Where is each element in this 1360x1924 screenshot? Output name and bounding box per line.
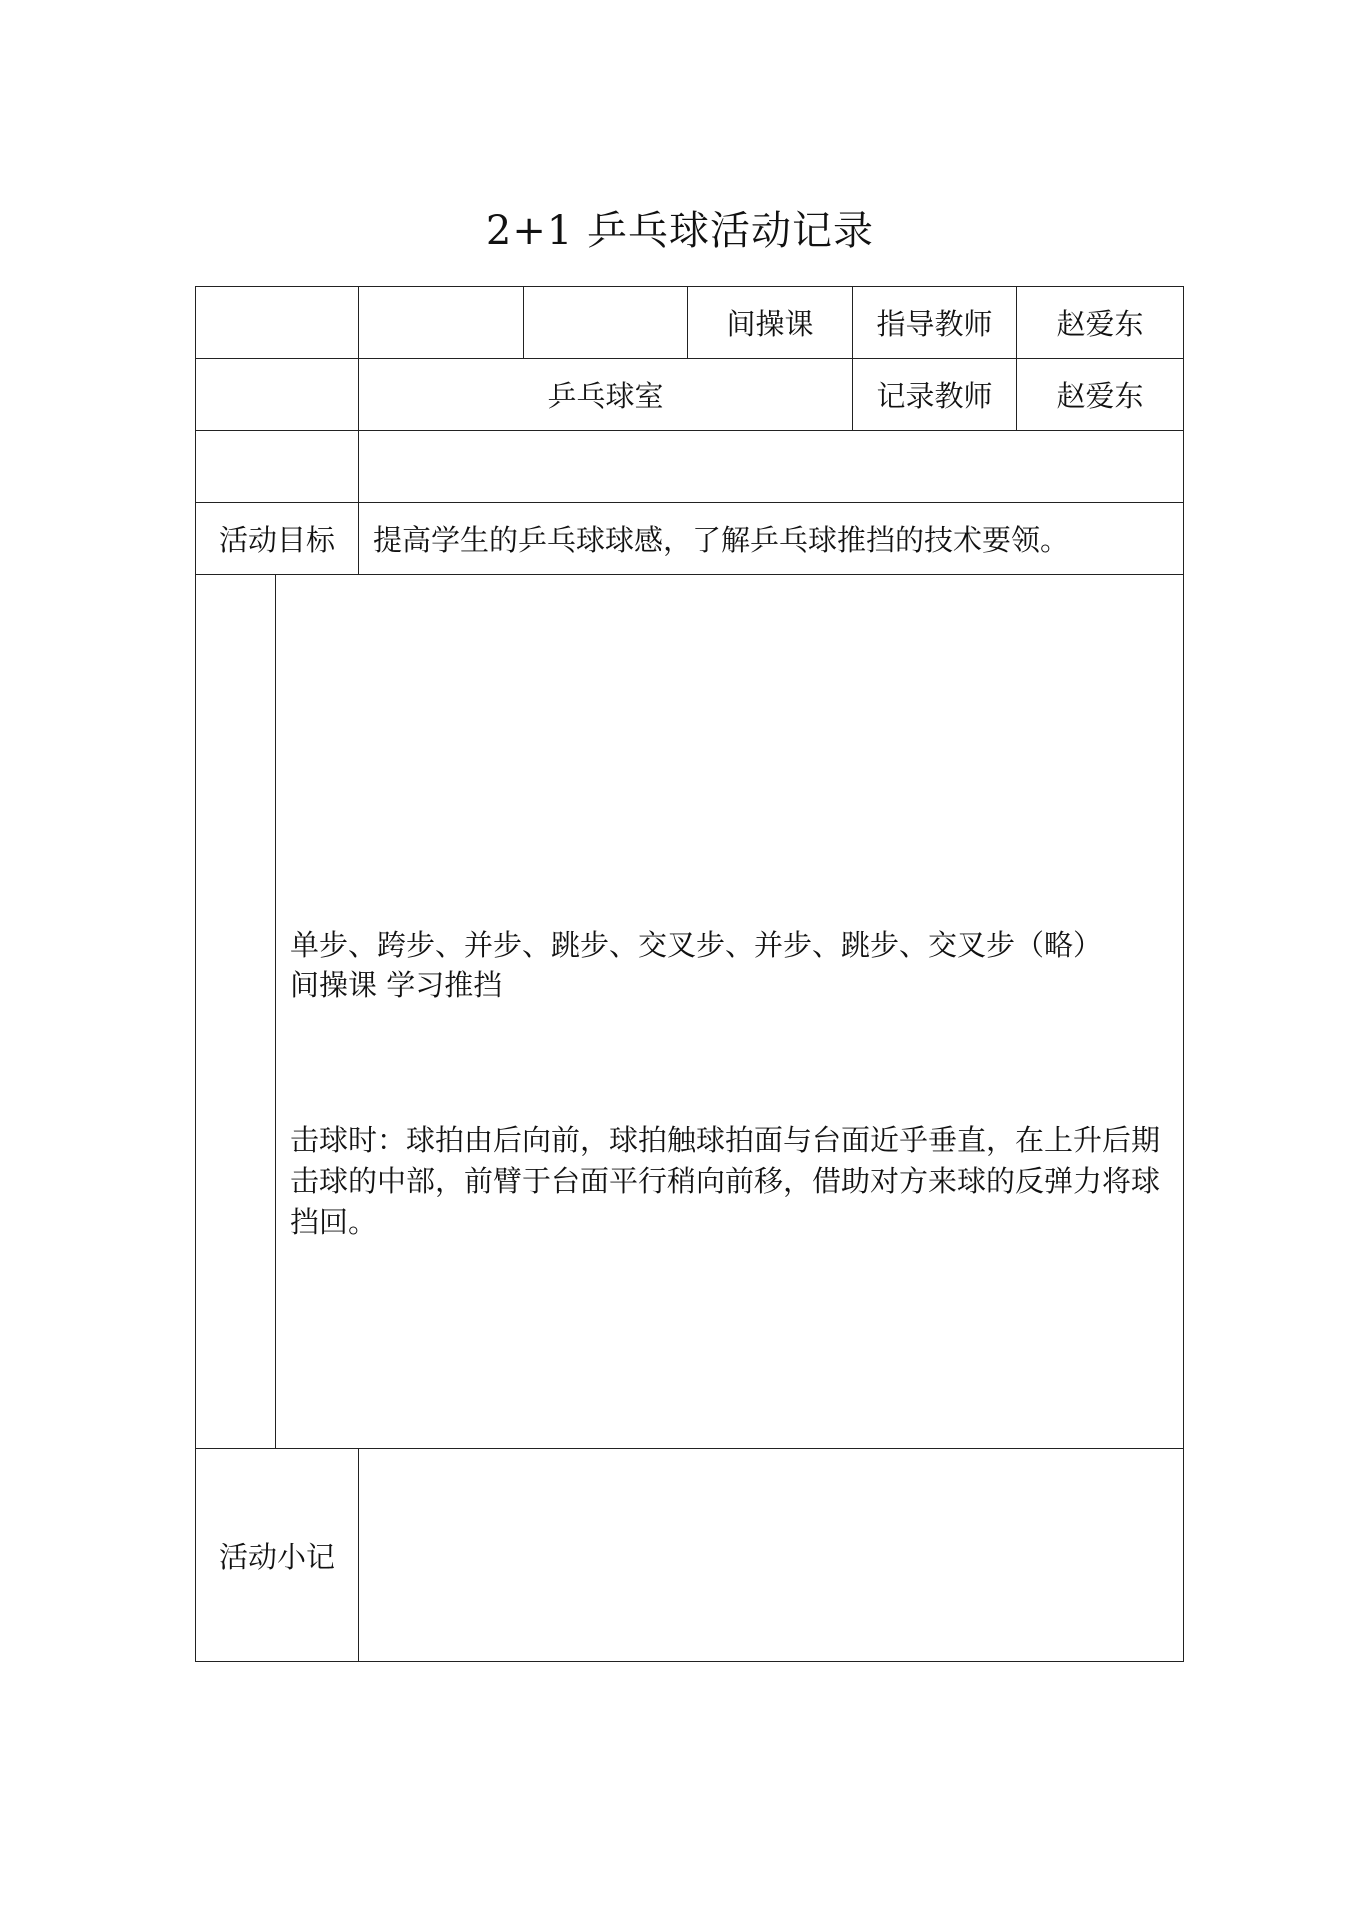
steps-line-2: 间操课 学习推挡	[290, 968, 503, 1002]
class-type-cell: 间操课	[688, 287, 853, 359]
guide-teacher-name: 赵爱东	[1017, 287, 1184, 359]
content-label-cell	[196, 575, 276, 1449]
guide-teacher-label: 指导教师	[853, 287, 1017, 359]
content-cell	[276, 575, 1184, 1449]
row3-label-cell	[196, 431, 359, 503]
row3-value-cell	[359, 431, 1184, 503]
hit-technique-paragraph: 击球时：球拍由后向前，球拍触球拍面与台面近乎垂直，在上升后期击球的中部，前臂于台面平行稍向前移，借助对方来球的反弹力将球挡回。	[290, 1123, 1161, 1239]
summary-row	[196, 1449, 1184, 1662]
content-row	[196, 575, 1184, 1449]
header-row-1	[196, 287, 1184, 359]
goal-row	[196, 503, 1184, 575]
page-title: 2+1 乒乓球活动记录	[485, 208, 875, 254]
steps-line-1: 单步、跨步、并步、跳步、交叉步、并步、跳步、交叉步（略）	[290, 928, 1103, 962]
steps-paragraph	[290, 925, 1173, 1005]
goal-text: 提高学生的乒乓球球感，了解乒乓球推挡的技术要领。	[359, 503, 1184, 575]
summary-label: 活动小记	[196, 1449, 359, 1662]
row1-cell-1	[196, 287, 359, 359]
header-row-3	[196, 431, 1184, 503]
header-row-2	[196, 359, 1184, 431]
record-teacher-label: 记录教师	[853, 359, 1017, 431]
row1-cell-3	[524, 287, 688, 359]
location-cell: 乒乓球室	[359, 359, 853, 431]
row2-cell-1	[196, 359, 359, 431]
goal-label: 活动目标	[196, 503, 359, 575]
activity-record-table	[195, 286, 1184, 1662]
summary-value	[359, 1449, 1184, 1662]
row1-cell-2	[359, 287, 524, 359]
record-teacher-name: 赵爱东	[1017, 359, 1184, 431]
